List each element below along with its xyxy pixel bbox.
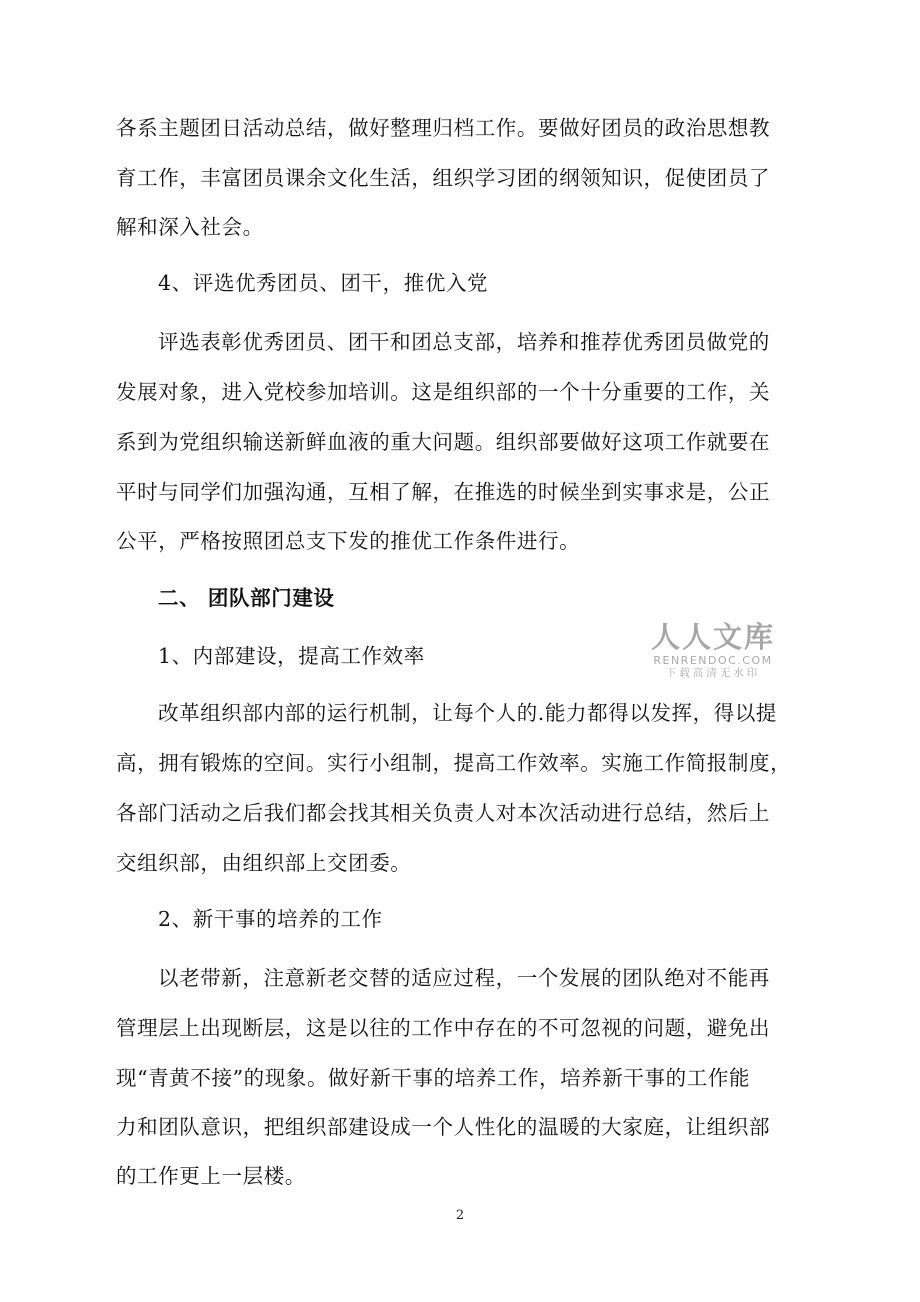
paragraph-line: 各部门活动之后我们都会找其相关负责人对本次活动进行总结，然后上	[116, 801, 771, 825]
paragraph-line: 力和团队意识，把组织部建设成一个人性化的温暖的大家庭，让组织部	[116, 1115, 771, 1139]
paragraph-line: 系到为党组织输送新鲜血液的重大问题。组织部要做好这项工作就要在	[116, 430, 771, 454]
section-heading: 1、内部建设，提高工作效率	[158, 644, 425, 668]
paragraph-line: 管理层上出现断层，这是以往的工作中存在的不可忽视的问题，避免出	[116, 1016, 771, 1040]
paragraph-line: 公平，严格按照团总支下发的推优工作条件进行。	[116, 529, 581, 553]
paragraph-line: 各系主题团日活动总结，做好整理归档工作。要做好团员的政治思想教	[116, 116, 771, 140]
paragraph-line: 评选表彰优秀团员、团干和团总支部，培养和推荐优秀团员做党的	[158, 330, 770, 354]
watermark-logo	[648, 620, 778, 686]
paragraph-line: 以老带新，注意新老交替的适应过程，一个发展的团队绝对不能再	[158, 966, 770, 990]
section-heading: 2、新干事的培养的工作	[158, 907, 383, 931]
watermark-title: 人人文库	[650, 620, 775, 654]
paragraph-line: 的工作更上一层楼。	[116, 1164, 306, 1188]
paragraph-line: 育工作，丰富团员课余文化生活，组织学习团的纲领知识，促使团员了	[116, 166, 771, 190]
watermark-domain: RENRENDOC.COM	[653, 654, 773, 667]
paragraph-line: 平时与同学们加强沟通，互相了解，在推选的时候坐到实事求是，公正	[116, 480, 771, 504]
section-heading: 4、评选优秀团员、团干，推优入党	[158, 271, 489, 295]
paragraph-line: 改革组织部内部的运行机制，让每个人的.能力都得以发挥，得以提	[158, 701, 778, 725]
paragraph-line: 现“青黄不接”的现象。做好新干事的培养工作，培养新干事的工作能	[116, 1066, 751, 1090]
paragraph-line: 交组织部，由组织部上交团委。	[116, 851, 412, 875]
paragraph-line: 发展对象，进入党校参加培训。这是组织部的一个十分重要的工作，关	[116, 380, 771, 404]
paragraph-line: 解和深入社会。	[116, 215, 264, 239]
chapter-heading: 二、 团队部门建设	[158, 586, 335, 610]
page-number: 2	[455, 1208, 465, 1223]
watermark-slogan: 下载高清无水印	[665, 667, 761, 679]
paragraph-line: 高，拥有锻炼的空间。实行小组制，提高工作效率。实施工作简报制度，	[116, 751, 792, 775]
